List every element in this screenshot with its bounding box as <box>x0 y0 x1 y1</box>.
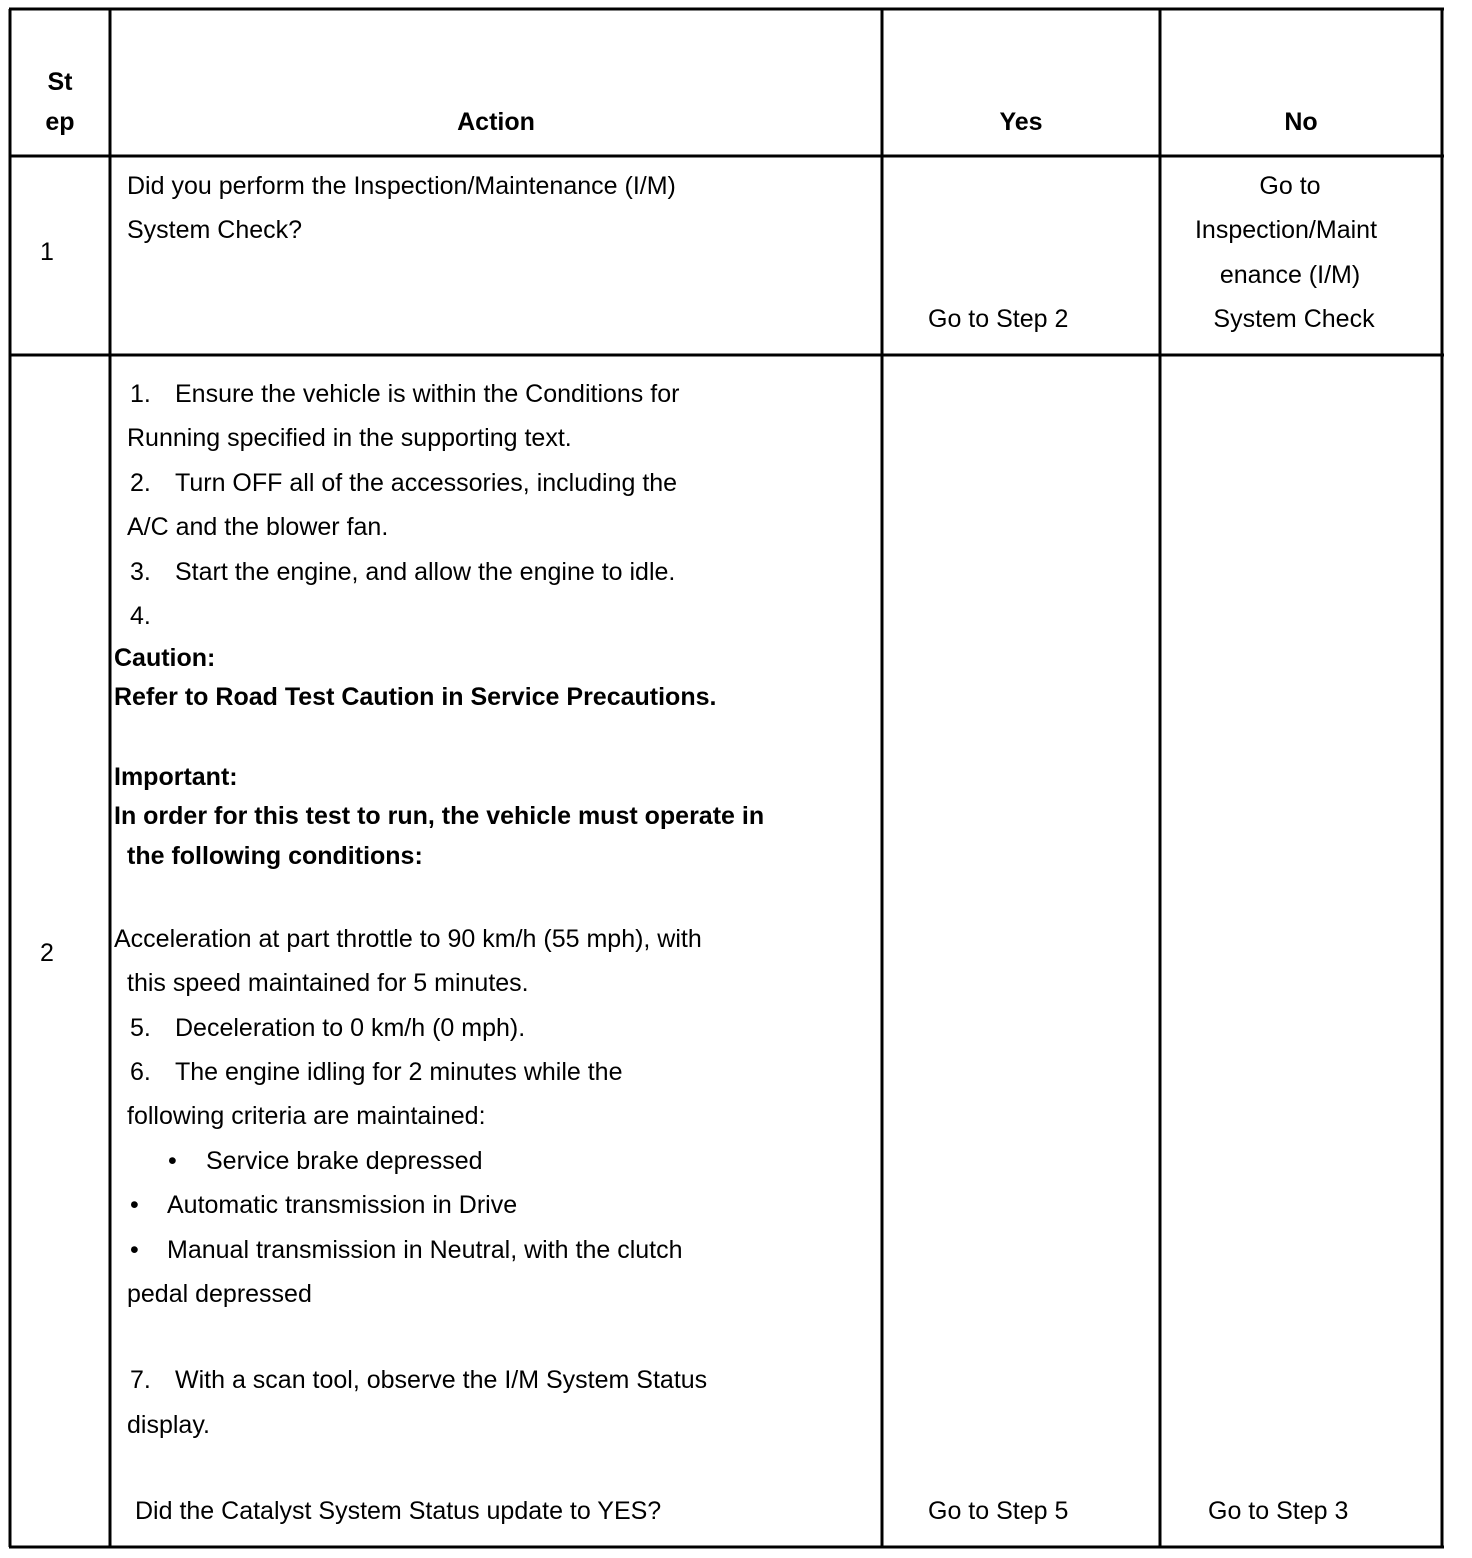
header-no: No <box>1284 108 1318 136</box>
list-marker: 6. <box>130 1058 151 1086</box>
action-line: Running specified in the supporting text. <box>127 424 572 452</box>
list-marker: 7. <box>130 1366 151 1394</box>
header-step-line1: St <box>47 68 73 96</box>
important-text: the following conditions: <box>127 842 423 870</box>
action-line: A/C and the blower fan. <box>127 513 389 541</box>
action-line: Ensure the vehicle is within the Conditions for <box>175 380 680 408</box>
action-line: Manual transmission in Neutral, with the clutch <box>167 1236 683 1264</box>
action-line: Acceleration at part throttle to 90 km/h (55 mph), with <box>114 925 702 953</box>
row1-action-line: System Check? <box>127 216 303 244</box>
row2-no-result: Go to Step 3 <box>1208 1497 1349 1525</box>
header-step-line2: ep <box>45 108 75 136</box>
header-action: Action <box>457 108 535 136</box>
action-line: With a scan tool, observe the I/M System Status <box>175 1366 708 1394</box>
action-line: display. <box>127 1411 210 1439</box>
row1-step-number: 1 <box>40 238 54 266</box>
action-line: Automatic transmission in Drive <box>167 1191 518 1219</box>
action-line: Deceleration to 0 km/h (0 mph). <box>175 1014 526 1042</box>
action-line: The engine idling for 2 minutes while the <box>175 1058 623 1086</box>
row1-no-result-line: Go to <box>1259 172 1321 200</box>
bullet-marker: • <box>130 1191 139 1219</box>
caution-label: Caution: <box>114 644 216 672</box>
list-marker: 4. <box>130 602 151 630</box>
important-label: Important: <box>114 763 238 791</box>
row2-yes-result: Go to Step 5 <box>928 1497 1069 1525</box>
row1-no-result-line: Inspection/Maint <box>1194 216 1378 244</box>
row2-step-number: 2 <box>40 939 54 967</box>
bullet-marker: • <box>168 1147 177 1175</box>
row1-yes-result: Go to Step 2 <box>928 305 1069 333</box>
caution-text: Refer to Road Test Caution in Service Precautions. <box>114 683 717 711</box>
action-line: Start the engine, and allow the engine to idle. <box>175 558 676 586</box>
list-marker: 5. <box>130 1014 151 1042</box>
list-marker: 1. <box>130 380 151 408</box>
header-yes: Yes <box>999 108 1043 136</box>
list-marker: 2. <box>130 469 151 497</box>
row1-no-result-line: enance (I/M) <box>1219 261 1361 289</box>
action-line: Service brake depressed <box>206 1147 483 1175</box>
row1-action-line: Did you perform the Inspection/Maintenance (I/M) <box>127 172 676 200</box>
row2-question: Did the Catalyst System Status update to YES? <box>135 1497 662 1525</box>
list-marker: 3. <box>130 558 151 586</box>
bullet-marker: • <box>130 1236 139 1264</box>
action-line: Turn OFF all of the accessories, including the <box>175 469 678 497</box>
action-line: this speed maintained for 5 minutes. <box>127 969 529 997</box>
important-text: In order for this test to run, the vehicle must operate in <box>114 802 765 830</box>
row1-no-result-line: System Check <box>1213 305 1375 333</box>
action-line: pedal depressed <box>127 1280 312 1308</box>
action-line: following criteria are maintained: <box>127 1102 486 1130</box>
